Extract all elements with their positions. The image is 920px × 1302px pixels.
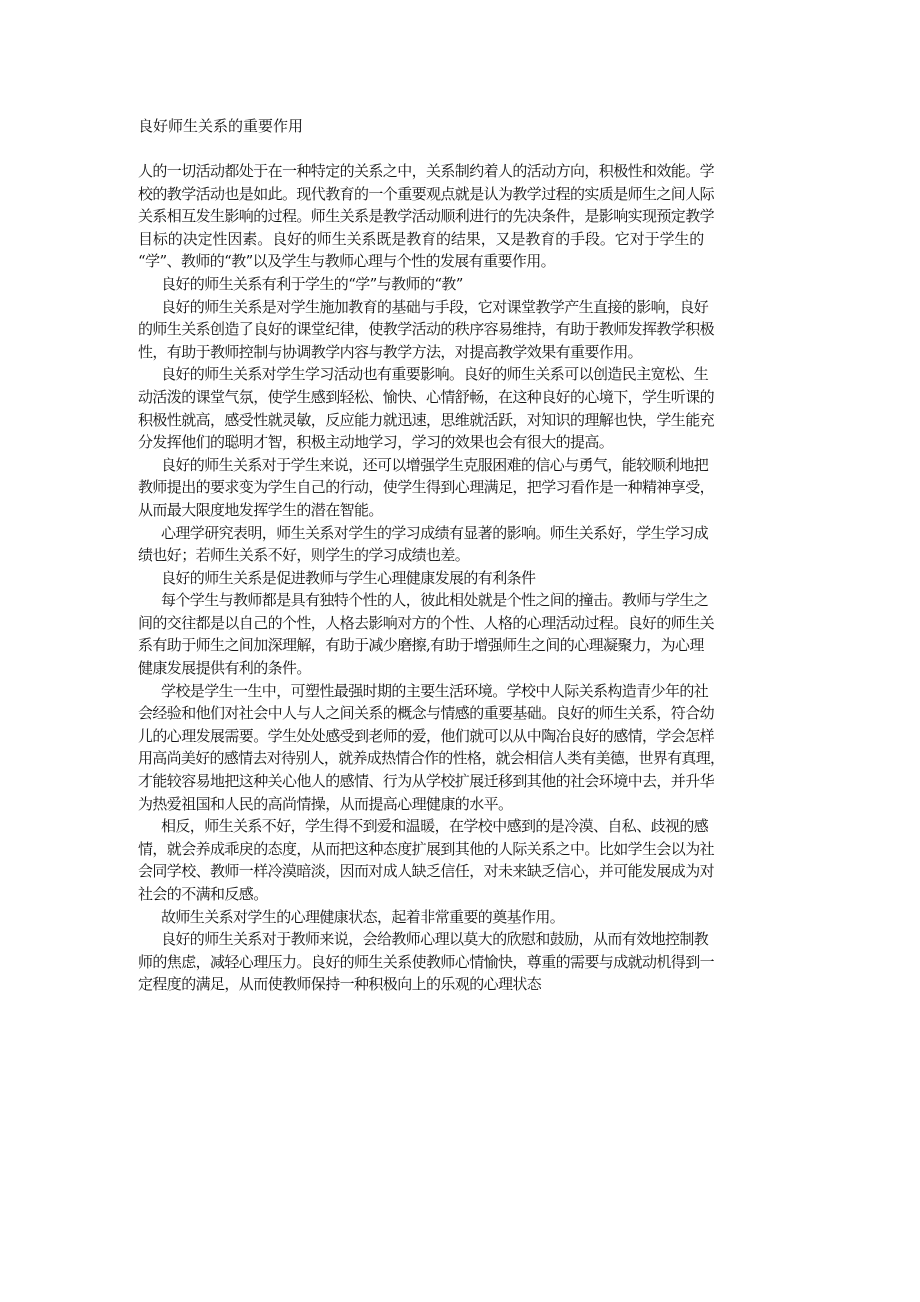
text-line: 性，有助于教师控制与协调教学内容与教学方法，对提高教学效果有重要作用。 <box>138 342 643 361</box>
text-line: 目标的决定性因素。良好的师生关系既是教育的结果，又是教育的手段。它对于学生的 <box>138 229 705 248</box>
text-line: 良好的师生关系是促进教师与学生心理健康发展的有利条件 <box>161 568 536 587</box>
text-line: 每个学生与教师都是具有独特个性的人，彼此相处就是个性之间的撞击。教师与学生之 <box>161 591 709 610</box>
text-line: 分发挥他们的聪明才智，积极主动地学习，学习的效果也会有很大的提高。 <box>138 433 614 452</box>
text-line: 健康发展提供有利的条件。 <box>138 659 311 678</box>
text-line: 良好的师生关系是对学生施加教育的基础与手段，它对课堂教学产生直接的影响，良好 <box>161 297 709 316</box>
text-line: 系有助于师生之间加深理解，有助于减少磨擦,有助于增强师生之间的心理凝聚力，为心理 <box>138 636 704 655</box>
text-line: 从而最大限度地发挥学生的潜在智能。 <box>138 500 383 519</box>
text-line: 良好的师生关系对于学生来说，还可以增强学生克服困难的信心与勇气，能较顺利地把 <box>161 455 709 474</box>
text-line: 绩也好；若师生关系不好，则学生的学习成绩也差。 <box>138 546 470 565</box>
text-line: 会同学校、教师一样冷漠暗淡，因而对成人缺乏信任，对未来缺乏信心，并可能发展成为对 <box>138 862 715 881</box>
text-line: 良好的师生关系对学生学习活动也有重要影响。良好的师生关系可以创造民主宽松、生 <box>161 365 709 384</box>
text-line: 才能较容易地把这种关心他人的感情、行为从学校扩展迁移到其他的社会环境中去，并升华 <box>138 772 715 791</box>
text-line: 师的焦虑，减轻心理压力。良好的师生关系使教师心情愉快，尊重的需要与成就动机得到一 <box>138 952 715 971</box>
text-line: 学校是学生一生中，可塑性最强时期的主要生活环境。学校中人际关系构造青少年的社 <box>161 681 709 700</box>
text-line: 关系相互发生影响的过程。师生关系是教学活动顺利进行的先决条件，是影响实现预定教学 <box>138 207 715 226</box>
text-line: 情，就会养成乖戾的态度，从而把这种态度扩展到其他的人际关系之中。比如学生会以为社 <box>138 839 715 858</box>
text-line: “学”、教师的“教”以及学生与教师心理与个性的发展有重要作用。 <box>138 252 556 271</box>
text-line: 相反，师生关系不好，学生得不到爱和温暖，在学校中感到的是冷漠、自私、歧视的感 <box>161 817 709 836</box>
text-line: 良好的师生关系对于教师来说，会给教师心理以莫大的欣慰和鼓励，从而有效地控制教 <box>161 930 709 949</box>
text-line: 积极性就高，感受性就灵敏，反应能力就迅速，思维就活跃，对知识的理解也快，学生能充 <box>138 410 715 429</box>
text-line: 儿的心理发展需要。学生处处感受到老师的爱，他们就可以从中陶冶良好的感情，学会怎样 <box>138 726 715 745</box>
text-line: 故师生关系对学生的心理健康状态，起着非常重要的奠基作用。 <box>161 907 565 926</box>
text-line: 心理学研究表明，师生关系对学生的学习成绩有显著的影响。师生关系好，学生学习成 <box>161 523 709 542</box>
text-line: 的师生关系创造了良好的课堂纪律，使教学活动的秩序容易维持，有助于教师发挥教学积极 <box>138 320 715 339</box>
text-line: 间的交往都是以自己的个性，人格去影响对方的个性、人格的心理活动过程。良好的师生关 <box>138 613 715 632</box>
text-line: 动活泼的课堂气氛，使学生感到轻松、愉快、心情舒畅，在这种良好的心境下，学生听课的 <box>138 387 715 406</box>
document-title: 良好师生关系的重要作用 <box>138 117 304 135</box>
text-line: 教师提出的要求变为学生自己的行动，使学生得到心理满足，把学习看作是一种精神享受， <box>138 478 715 497</box>
text-line: 会经验和他们对社会中人与人之间关系的概念与情感的重要基础。良好的师生关系，符合幼 <box>138 704 715 723</box>
text-line: 校的教学活动也是如此。现代教育的一个重要观点就是认为教学过程的实质是师生之间人际 <box>138 184 715 203</box>
text-line: 用高尚美好的感情去对待别人，就养成热情合作的性格，就会相信人类有美德，世界有真理， <box>138 749 725 768</box>
document-body <box>138 160 782 996</box>
text-line: 社会的不满和反感。 <box>138 885 268 903</box>
text-line: 定程度的满足，从而使教师保持一种积极向上的乐观的心理状态 <box>138 975 542 994</box>
text-line: 人的一切活动都处于在一种特定的关系之中，关系制约着人的活动方向，积极性和效能。学 <box>138 162 715 180</box>
text-line: 为热爱祖国和人民的高尚情操，从而提高心理健康的水平。 <box>138 794 513 813</box>
text-line: 良好的师生关系有利于学生的“学”与教师的“教” <box>161 274 463 293</box>
